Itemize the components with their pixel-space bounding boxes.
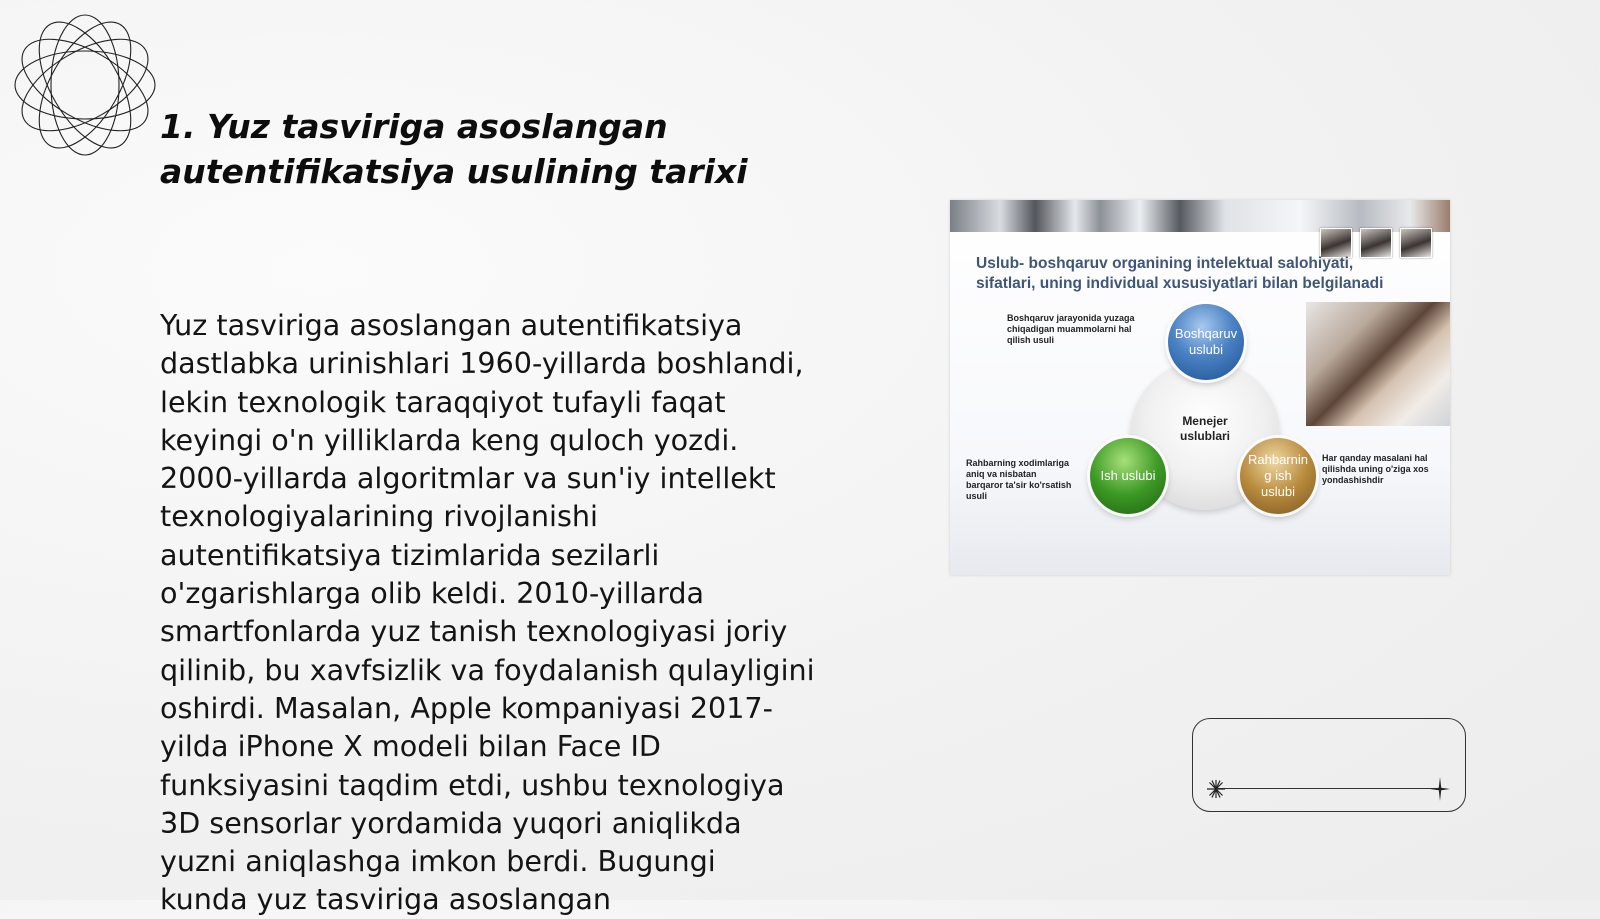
center-label-line: uslublari — [1179, 429, 1230, 443]
note-bottom-left — [966, 458, 1091, 502]
decorative-frame — [1192, 718, 1466, 812]
note-line: qilish usuli — [1007, 335, 1055, 345]
orb-label — [1175, 326, 1237, 358]
body-line: lekin texnologik taraqqiyot tufayli faqat — [160, 384, 726, 419]
body-paragraph — [160, 306, 850, 919]
slide-heading — [976, 254, 1436, 294]
embedded-slide-image — [950, 200, 1450, 575]
orb-ish-uslubi — [1090, 438, 1166, 514]
body-line: smartfonlarda yuz tanish texnologiyasi joriy — [160, 614, 788, 649]
sparkle-icon — [1206, 779, 1226, 799]
orb-label-line: uslubi — [1261, 484, 1295, 499]
page-title — [160, 104, 880, 194]
slide-heading-line: Uslub- boshqaruv organining intelektual salohiyati, — [976, 255, 1354, 272]
orb-label-line: g ish — [1264, 468, 1292, 483]
body-line: funksiyasini taqdim etdi, ushbu texnologiya — [160, 767, 785, 802]
note-line: chiqadigan muammolarni hal — [1007, 324, 1132, 334]
orb-label-line: Ish uslubi — [1100, 468, 1156, 483]
note-line: yondashishdir — [1322, 475, 1384, 485]
center-label-line: Menejer — [1182, 414, 1228, 428]
body-line: yuzni aniqlashga imkon berdi. Bugungi — [160, 844, 716, 879]
note-line: barqaror ta'sir ko'rsatish — [966, 480, 1072, 490]
body-line: yilda iPhone X modeli bilan Face ID — [160, 729, 661, 764]
note-top-left — [1007, 313, 1157, 346]
slide-heading-line: sifatlari, uning individual xususiyatlari bilan belgilanadi — [976, 275, 1384, 292]
body-line: Yuz tasviriga asoslangan autentifikatsiya — [160, 308, 743, 342]
orb-label-line: Boshqaruv — [1174, 326, 1238, 341]
note-right — [1322, 453, 1442, 486]
people-photo — [1306, 302, 1450, 426]
center-label — [1155, 414, 1255, 444]
body-line: dastlabka urinishlari 1960-yillarda boshlandi, — [160, 346, 804, 381]
title-line: autentifikatsiya usulining tarixi — [160, 152, 748, 191]
body-line: qilinib, bu xavfsizlik va foydalanish qulayligini — [160, 652, 815, 687]
orb-rahbarning-ish-uslubi — [1240, 438, 1316, 514]
orb-label-line: Rahbarnin — [1248, 452, 1308, 467]
body-line: o'zgarishlarga olib keldi. 2010-yillarda — [160, 576, 704, 611]
body-line: kunda yuz tasviriga asoslangan — [160, 882, 611, 917]
orb-label-line: uslubi — [1189, 342, 1223, 357]
rings-ornament-icon — [10, 10, 160, 160]
orb-boshqaruv-uslubi — [1168, 304, 1244, 380]
note-line: aniq va nisbatan — [966, 469, 1037, 479]
star-icon — [1430, 777, 1450, 801]
body-line: 2000-yillarda algoritmlar va sun'iy intellekt — [160, 461, 776, 496]
body-line: texnologiyalarining rivojlanishi — [160, 499, 598, 534]
title-line: 1. Yuz tasviriga asoslangan — [160, 107, 668, 146]
body-line: autentifikatsiya tizimlarida sezilarli — [160, 537, 660, 572]
decorative-line — [1216, 788, 1440, 789]
note-line: Har qanday masalani hal — [1322, 453, 1428, 463]
body-line: 3D sensorlar yordamida yuqori aniqlikda — [160, 805, 742, 840]
orb-label — [1248, 452, 1308, 500]
note-line: Boshqaruv jarayonida yuzaga — [1007, 313, 1135, 323]
note-line: qilishda uning o'ziga xos — [1322, 464, 1429, 474]
note-line: usuli — [966, 491, 988, 501]
note-line: Rahbarning xodimlariga — [966, 458, 1070, 468]
body-line: keyingi o'n yilliklarda keng quloch yozdi. — [160, 422, 739, 457]
body-line: oshirdi. Masalan, Apple kompaniyasi 2017- — [160, 690, 773, 725]
